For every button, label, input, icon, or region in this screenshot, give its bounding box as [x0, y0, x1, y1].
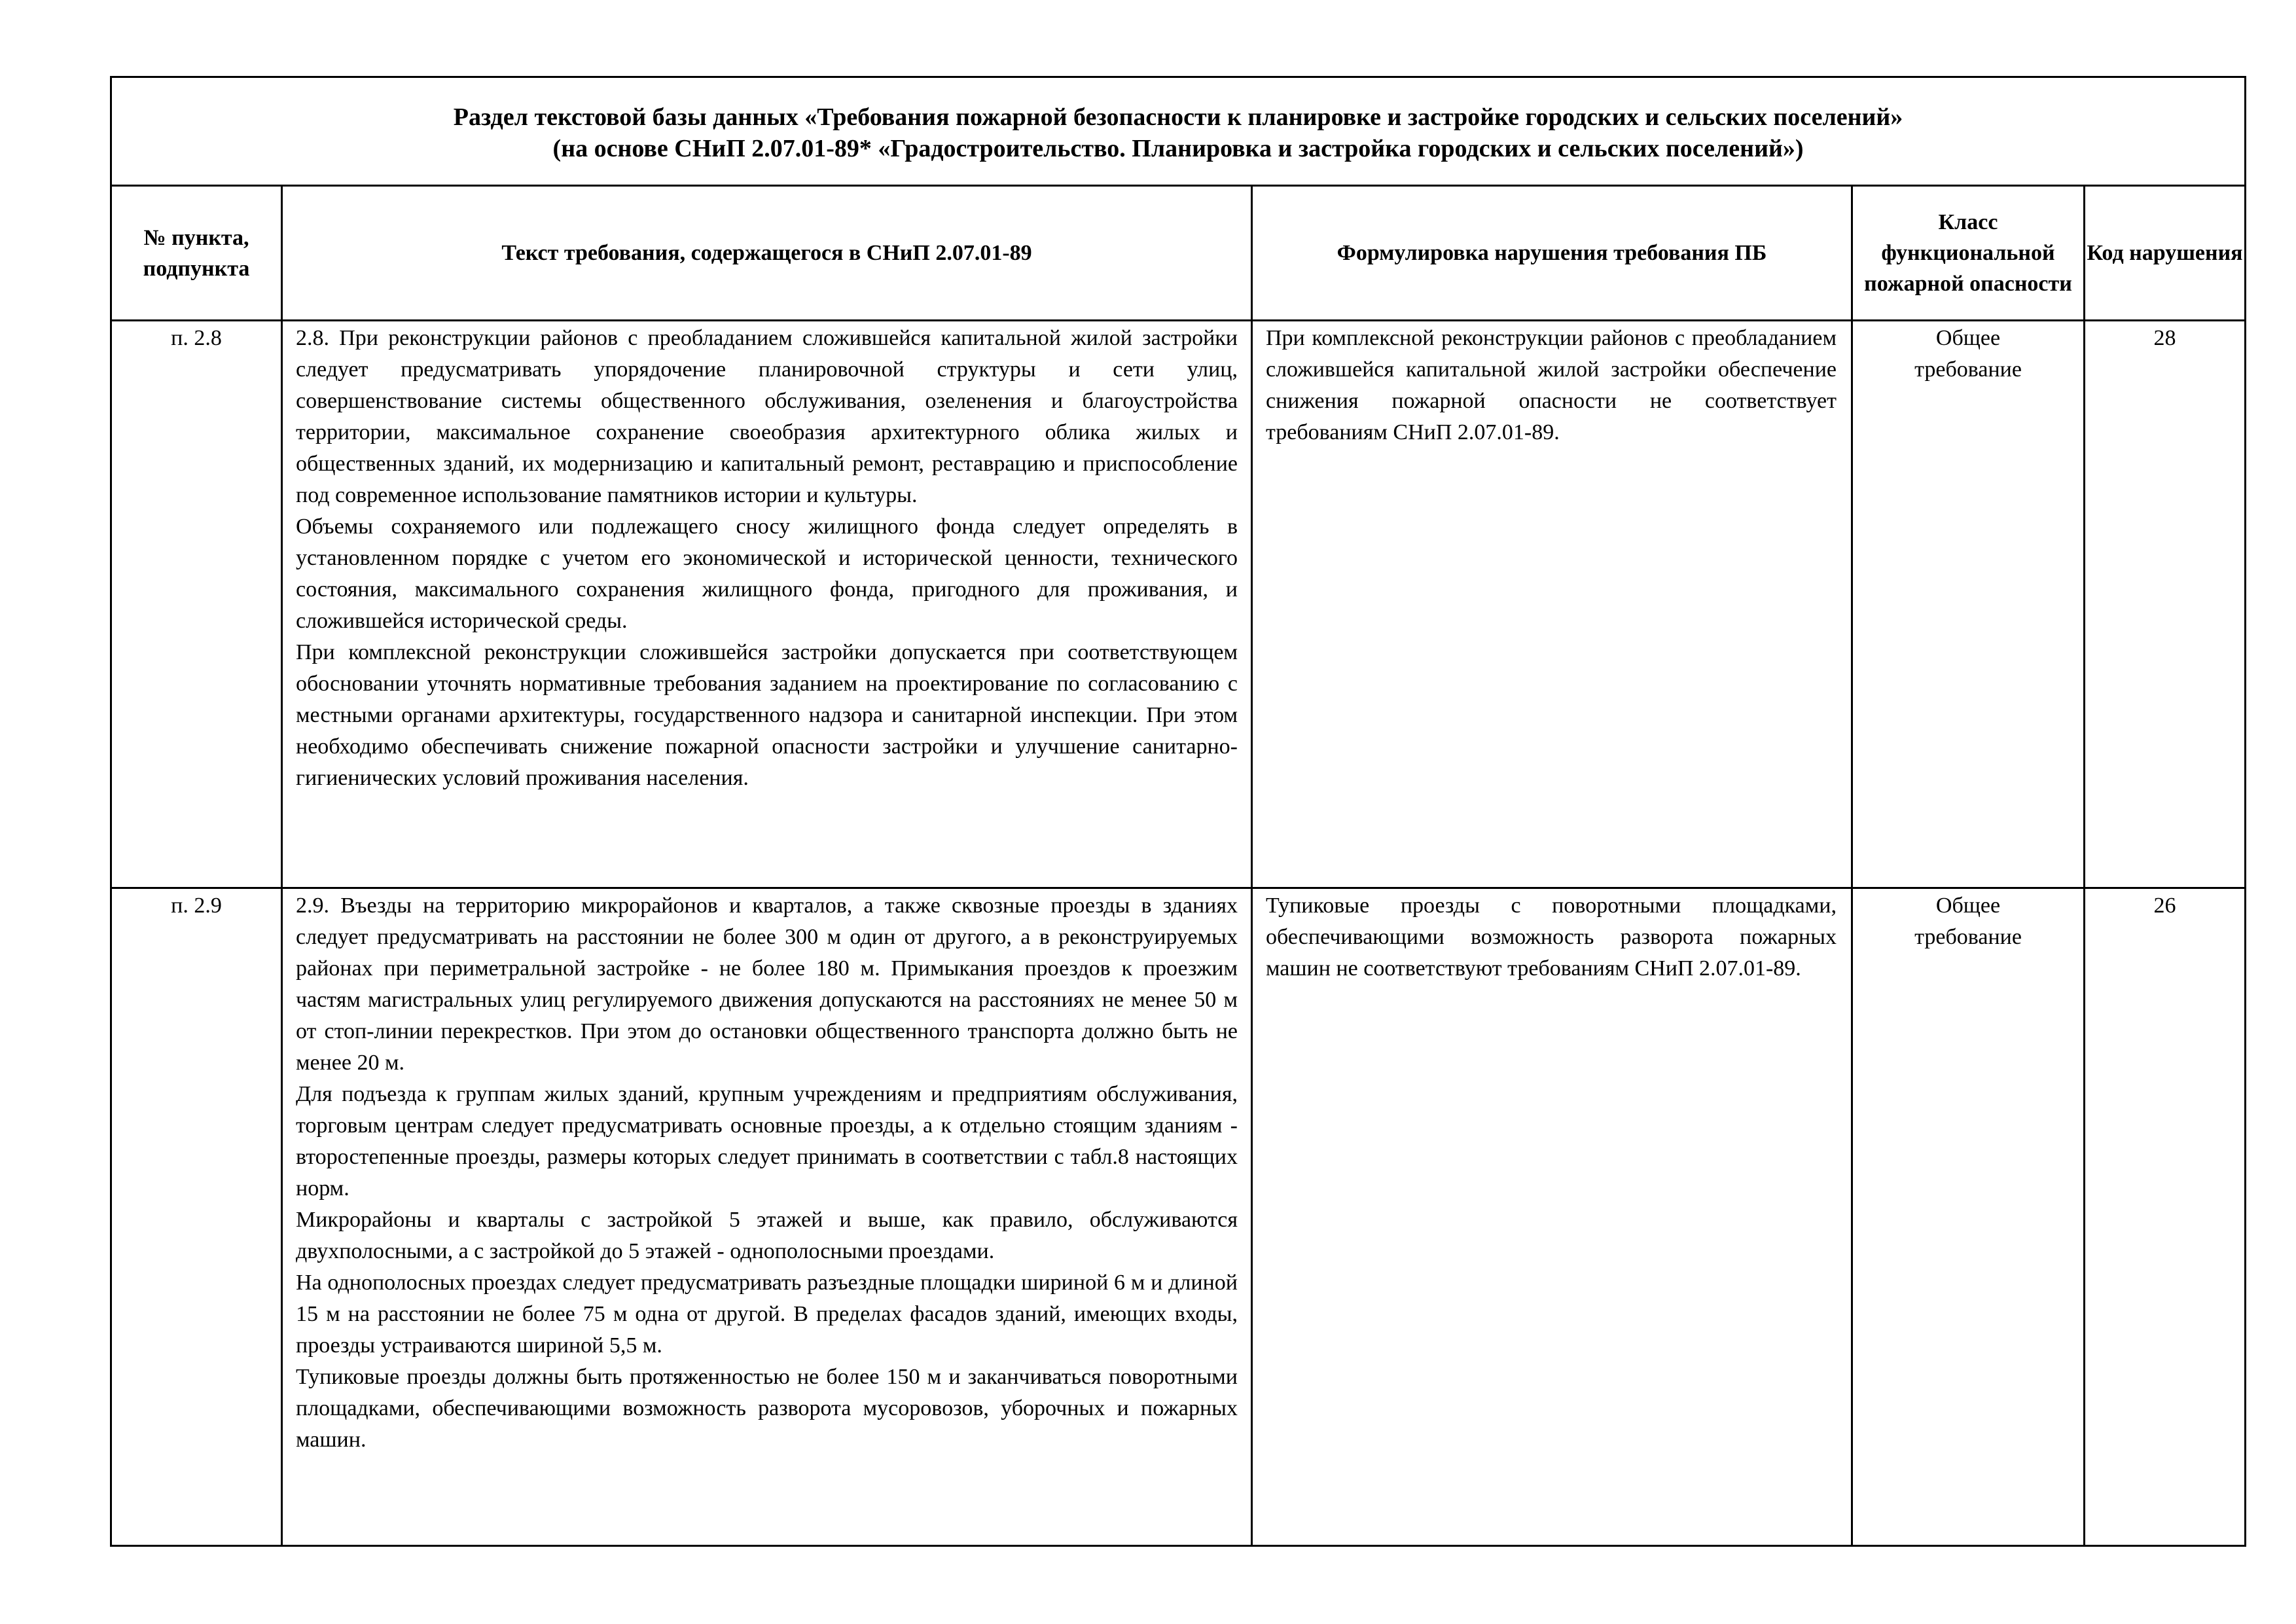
violation-text: При комплексной реконструкции районов с преобладанием сложившейся капитальной жилой застройки обеспечение снижения пожарной опасности не соответствует требованиям СНиП 2.07.01-89. — [1266, 326, 1837, 444]
header-num-label: № пункта, подпункта — [143, 225, 250, 281]
row-requirement-text — [282, 888, 1252, 1546]
title-line-2: (на основе СНиП 2.07.01-89* «Градостроительство. Планировка и застройка городских и сельских поселений») — [552, 134, 1804, 162]
header-class — [1852, 186, 2085, 321]
row-violation — [1252, 321, 1852, 888]
violation-text: Тупиковые проезды с поворотными площадками, обеспечивающими возможность разворота пожарных машин не соответствуют требованиям СНиП 2.07.01-89. — [1266, 893, 1837, 981]
requirement-paragraph: Объемы сохраняемого или подлежащего сносу жилищного фонда следует определять в установленном порядке с учетом его экономической и исторической ценности, технического состояния, максимального сохранения жилищного фонда, пригодного для проживания, и сложившейся исторической среды. — [296, 514, 1238, 633]
header-num — [111, 186, 282, 321]
class-text: Общее требование — [1914, 326, 2022, 382]
row-code: 26 — [2085, 888, 2246, 1546]
row-code: 28 — [2085, 321, 2246, 888]
class-text: Общее требование — [1914, 893, 2022, 949]
title-line-1: Раздел текстовой базы данных «Требования пожарной безопасности к планировке и застройке городских и сельских поселений» — [453, 103, 1903, 131]
table-row — [111, 321, 2246, 888]
row-num: п. 2.8 — [111, 321, 282, 888]
row-violation — [1252, 888, 1852, 1546]
document-sheet — [110, 76, 2244, 1547]
row-class — [1852, 888, 2085, 1546]
header-code-label: Код нарушения — [2087, 241, 2243, 265]
table-row — [111, 888, 2246, 1546]
title-row — [111, 77, 2246, 186]
requirement-paragraph: Для подъезда к группам жилых зданий, крупным учреждениям и предприятиям обслуживания, торговым центрам следует предусматривать основные проезды, а к отдельно стоящим зданиям - второстепенные проезды, размеры которых следует принимать в соответствии с табл.8 настоящих норм. — [296, 1082, 1238, 1200]
requirement-paragraph: 2.8. При реконструкции районов с преобладанием сложившейся капитальной жилой застройки следует предусматривать упорядочение планировочной структуры и сети улиц, совершенствование системы общественного обслуживания, озеленения и благоустройства территории, максимальное сохранение своеобразия архитектурного облика жилых и общественных зданий, их модернизацию и капитальный ремонт, реставрацию и приспособление под современное использование памятников истории и культуры. — [296, 326, 1238, 507]
header-violation — [1252, 186, 1852, 321]
row-class — [1852, 321, 2085, 888]
header-text-label: Текст требования, содержащегося в СНиП 2.07.01-89 — [501, 241, 1032, 265]
header-class-label: Класс функциональной пожарной опасности — [1864, 210, 2072, 296]
requirement-paragraph: При комплексной реконструкции сложившейся застройки допускается при соответствующем обосновании уточнять нормативные требования заданием на проектирование по согласованию с местными органами архитектуры, государственного надзора и санитарной инспекции. При этом необходимо обеспечивать снижение пожарной опасности застройки и улучшение санитарно-гигиенических условий проживания населения. — [296, 640, 1238, 790]
header-row — [111, 186, 2246, 321]
header-text — [282, 186, 1252, 321]
requirement-paragraph: Тупиковые проезды должны быть протяженностью не более 150 м и заканчиваться поворотными площадками, обеспечивающими возможность разворота мусоровозов, уборочных и пожарных машин. — [296, 1365, 1238, 1452]
table-title — [111, 77, 2246, 186]
header-code — [2085, 186, 2246, 321]
header-violation-label: Формулировка нарушения требования ПБ — [1336, 241, 1767, 265]
row-requirement-text — [282, 321, 1252, 888]
requirement-paragraph: На однополосных проездах следует предусматривать разъездные площадки шириной 6 м и длиной 15 м на расстоянии не более 75 м одна от другой. В пределах фасадов зданий, имеющих входы, проезды устраиваются шириной 5,5 м. — [296, 1271, 1238, 1358]
requirement-paragraph: Микрорайоны и кварталы с застройкой 5 этажей и выше, как правило, обслуживаются двухполосными, а с застройкой до 5 этажей - однополосными проездами. — [296, 1208, 1238, 1263]
requirement-paragraph: 2.9. Въезды на территорию микрорайонов и кварталов, а также сквозные проезды в зданиях следует предусматривать на расстоянии не более 300 м один от другого, а в реконструируемых районах при периметральной застройке - не более 180 м. Примыкания проездов к проезжим частям магистральных улиц регулируемого движения допускаются на расстояниях не менее 50 м от стоп-линии перекрестков. При этом до остановки общественного транспорта должно быть не менее 20 м. — [296, 893, 1238, 1075]
requirements-table — [110, 76, 2246, 1547]
row-num: п. 2.9 — [111, 888, 282, 1546]
